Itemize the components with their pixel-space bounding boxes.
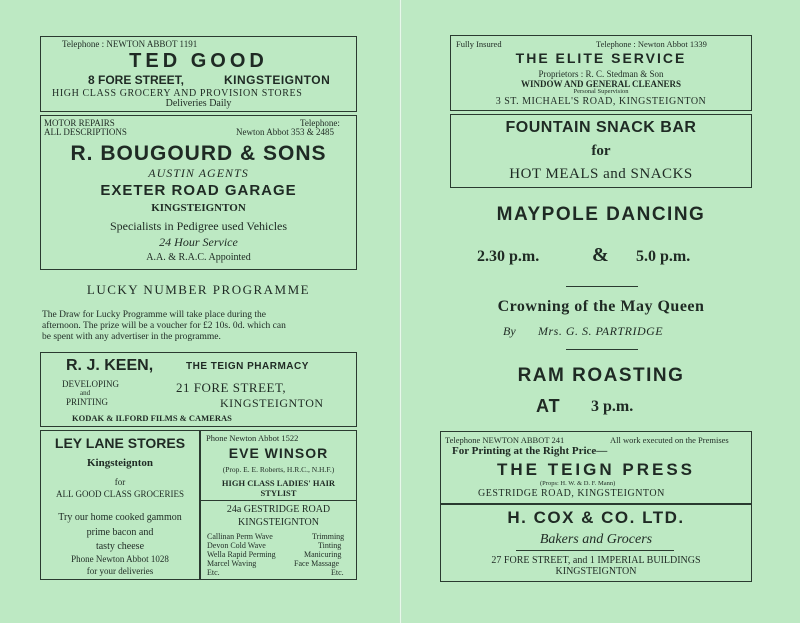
event-rule-1 (566, 286, 638, 287)
bougourd-desc: ALL DESCRIPTIONS (44, 127, 127, 137)
press-name: THE TEIGN PRESS (496, 460, 696, 479)
keen-name: R. J. KEEN, (66, 357, 154, 374)
event-time3: 3 p.m. (591, 398, 634, 415)
winsor-s5b: Etc. (331, 568, 344, 577)
press-phone: Telephone NEWTON ABBOT 241 (445, 435, 565, 445)
keen-films: KODAK & ILFORD FILMS & CAMERAS (72, 413, 232, 423)
winsor-s3a: Wella Rapid Perming (207, 550, 276, 559)
bougourd-telephone: Telephone: (300, 118, 340, 128)
event-partridge: Mrs. G. S. PARTRIDGE (538, 324, 664, 338)
winsor-divider (200, 500, 357, 501)
cox-underline (516, 550, 674, 551)
bougourd-agents: AUSTIN AGENTS (148, 166, 249, 180)
fountain-for: for (591, 143, 611, 159)
event-amp: & (592, 244, 609, 266)
lucky-line3: be spent with any advertiser in the programme. (42, 332, 221, 342)
elite-cleaners: WINDOW AND GENERAL CLEANERS (520, 79, 682, 89)
winsor-s5a: Etc. (207, 568, 220, 577)
winsor-s4b: Face Massage (294, 559, 340, 568)
keen-street: 21 FORE STREET, (176, 380, 287, 395)
ted-good-deliveries: Deliveries Daily (165, 98, 232, 109)
ley-lane-deliveries: for your deliveries (86, 566, 154, 576)
press-props: (Props: H. W. & D. F. Mann) (540, 480, 616, 487)
bougourd-town: KINGSTEIGNTON (151, 202, 246, 214)
event-time1: 2.30 p.m. (477, 248, 540, 265)
winsor-s1b: Trimming (312, 532, 345, 541)
ted-good-phone: Telephone : NEWTON ABBOT 1191 (62, 39, 198, 49)
press-premises: All work executed on the Premises (610, 435, 729, 445)
cox-name: H. COX & CO. LTD. (507, 508, 685, 527)
event-by: By (503, 324, 516, 338)
fountain-meals: HOT MEALS and SNACKS (509, 166, 693, 182)
ted-good-line: HIGH CLASS GROCERY AND PROVISION STORES (52, 88, 303, 99)
ley-lane-for: for (114, 477, 126, 487)
cox-address: 27 FORE STREET, and 1 IMPERIAL BUILDINGS (491, 555, 701, 566)
winsor-s2b: Tinting (318, 541, 342, 550)
elite-supervision: Personal Supervision (573, 88, 629, 95)
ley-lane-try3: tasty cheese (95, 541, 145, 552)
keen-developing: DEVELOPING (62, 379, 119, 389)
ley-lane-town: Kingsteignton (86, 457, 153, 469)
bougourd-specialists: Specialists in Pedigree used Vehicles (109, 219, 288, 233)
event-ram: RAM ROASTING (517, 365, 685, 386)
event-crowning: Crowning of the May Queen (497, 298, 705, 315)
elite-name: THE ELITE SERVICE (515, 50, 687, 66)
lucky-heading: LUCKY NUMBER PROGRAMME (86, 282, 311, 297)
press-address: GESTRIDGE ROAD, KINGSTEIGNTON (478, 488, 665, 499)
page-fold (399, 0, 402, 623)
elite-phone: Telephone : Newton Abbot 1339 (596, 39, 707, 49)
keen-pharmacy: THE TEIGN PHARMACY (186, 361, 309, 372)
bougourd-appointed: A.A. & R.A.C. Appointed (146, 252, 251, 263)
winsor-phone: Phone Newton Abbot 1522 (206, 433, 299, 443)
event-maypole: MAYPOLE DANCING (496, 204, 706, 225)
press-tagline: For Printing at the Right Price— (452, 445, 608, 457)
elite-address: 3 ST. MICHAEL'S ROAD, KINGSTEIGNTON (495, 96, 707, 107)
cox-tagline: Bakers and Grocers (539, 532, 653, 547)
winsor-road: 24a GESTRIDGE ROAD (226, 504, 331, 515)
lucky-line2: afternoon. The prize will be a voucher for £2 10s. 0d. which can (42, 321, 286, 331)
winsor-s1a: Callinan Perm Wave (207, 532, 273, 541)
winsor-stylist1: HIGH CLASS LADIES' HAIR (221, 478, 336, 488)
fountain-name: FOUNTAIN SNACK BAR (505, 119, 697, 136)
winsor-town: KINGSTEIGNTON (238, 517, 319, 528)
lucky-line1: The Draw for Lucky Programme will take place during the (42, 310, 266, 320)
keen-town: KINGSTEIGNTON (220, 396, 324, 410)
winsor-name: EVE WINSOR (228, 445, 329, 461)
event-rule-2 (566, 349, 638, 350)
elite-insured: Fully Insured (456, 39, 502, 49)
bougourd-service: 24 Hour Service (159, 235, 238, 249)
event-time2: 5.0 p.m. (636, 248, 691, 265)
ley-lane-try1: Try our home cooked gammon (58, 512, 182, 523)
ley-lane-groceries: ALL GOOD CLASS GROCERIES (56, 489, 184, 499)
winsor-s3b: Manicuring (304, 550, 342, 559)
winsor-stylist2: STYLIST (260, 488, 297, 498)
ley-lane-try2: prime bacon and (86, 527, 154, 538)
bougourd-phone: Newton Abbot 353 & 2485 (236, 127, 334, 137)
winsor-prop: (Prop. E. E. Roberts, H.R.C., N.H.F.) (222, 465, 335, 474)
elite-props: Proprietors : R. C. Stedman & Son (538, 69, 664, 79)
event-at: AT (536, 396, 561, 416)
bougourd-garage: EXETER ROAD GARAGE (100, 182, 297, 199)
ted-good-name: TED GOOD (129, 50, 268, 72)
keen-printing: PRINTING (66, 397, 108, 407)
cox-town: KINGSTEIGNTON (555, 566, 637, 577)
ley-lane-phone: Phone Newton Abbot 1028 (71, 554, 169, 564)
bougourd-name: R. BOUGOURD & SONS (70, 142, 327, 165)
keen-and: and (80, 389, 91, 397)
ted-good-town: KINGSTEIGNTON (224, 73, 331, 87)
bougourd-repairs: MOTOR REPAIRS (44, 118, 115, 128)
ted-good-address: 8 FORE STREET, (88, 73, 185, 87)
winsor-s2a: Devon Cold Wave (207, 541, 266, 550)
winsor-s4a: Marcel Waving (207, 559, 257, 568)
ley-lane-name: LEY LANE STORES (54, 435, 186, 451)
